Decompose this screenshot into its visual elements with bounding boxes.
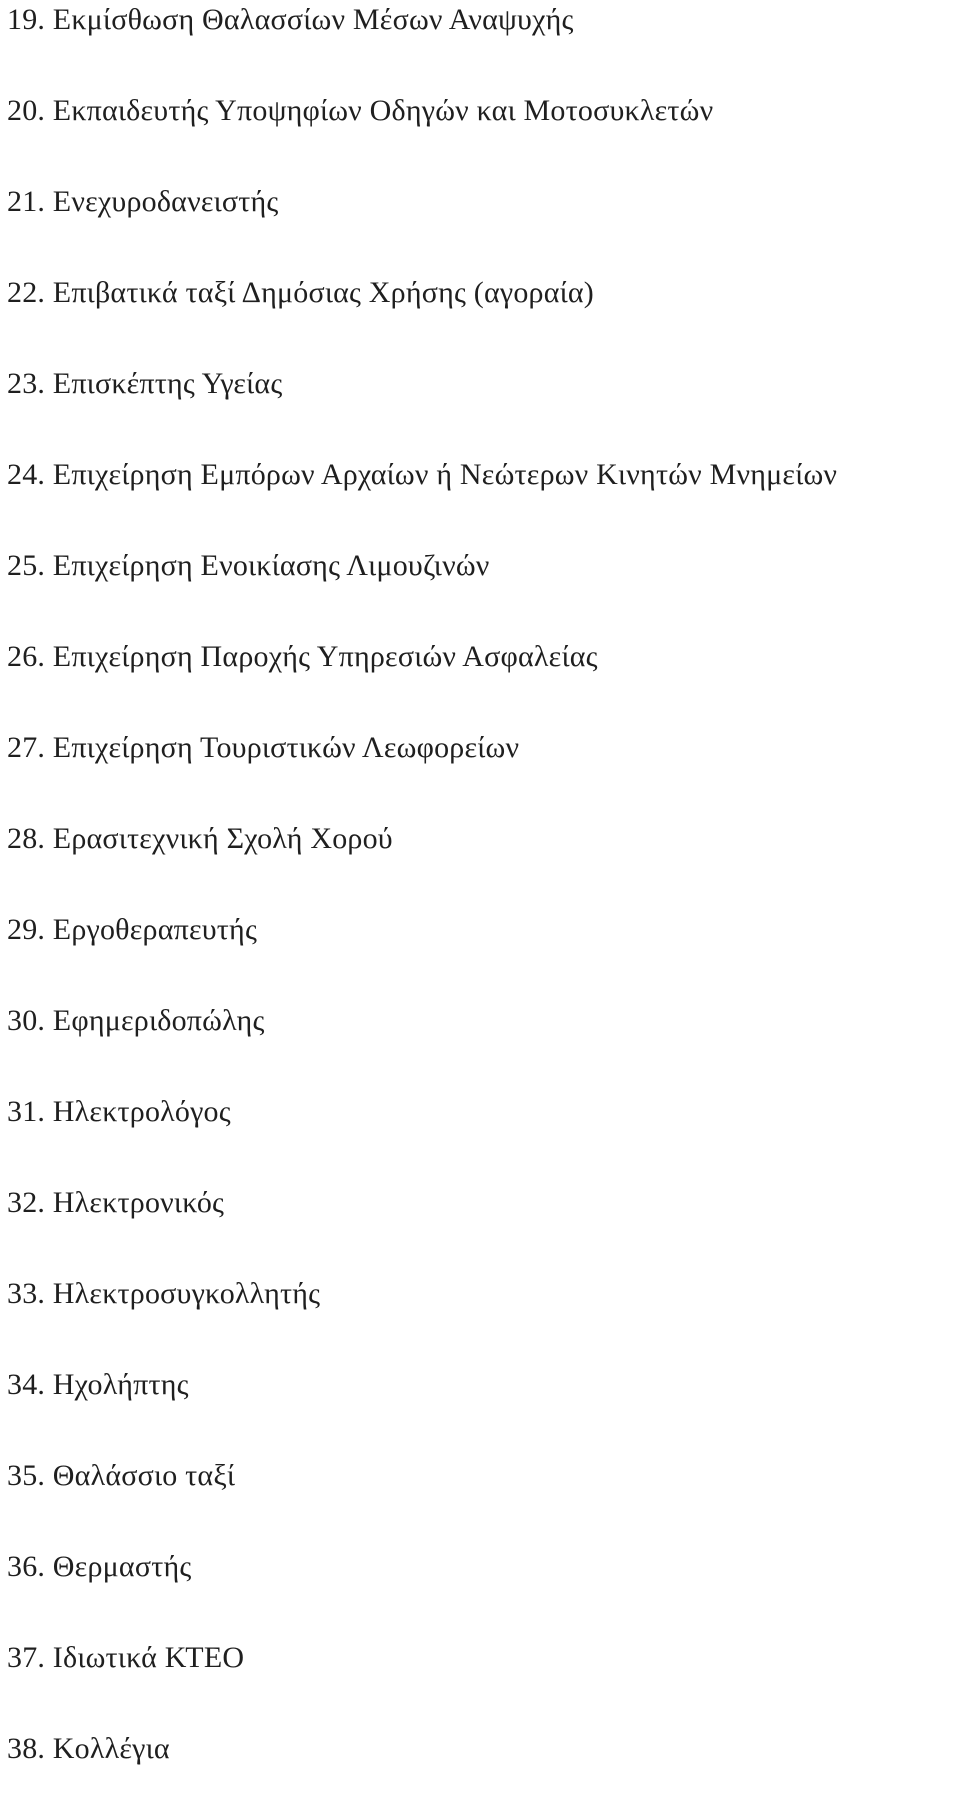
list-item: 36. Θερμαστής: [7, 1550, 192, 1583]
list-item: 35. Θαλάσσιο ταξί: [7, 1459, 236, 1492]
list-item: 19. Εκμίσθωση Θαλασσίων Μέσων Αναψυχής: [7, 3, 574, 36]
list-item: 37. Ιδιωτικά ΚΤΕΟ: [7, 1641, 245, 1674]
list-item: 29. Εργοθεραπευτής: [7, 913, 258, 946]
list-item: 20. Εκπαιδευτής Υποψηφίων Οδηγών και Μοτοσυκλετών: [7, 94, 714, 127]
list-item: 38. Κολλέγια: [7, 1732, 170, 1765]
profession-list: [7, 0, 947, 1820]
list-item: 25. Επιχείρηση Ενοικίασης Λιμουζινών: [7, 549, 490, 582]
list-item: 27. Επιχείρηση Τουριστικών Λεωφορείων: [7, 731, 520, 764]
list-item: 21. Ενεχυροδανειστής: [7, 185, 279, 218]
list-item: 24. Επιχείρηση Εμπόρων Αρχαίων ή Νεώτερων Κινητών Μνημείων: [7, 458, 838, 491]
list-item: 31. Ηλεκτρολόγος: [7, 1095, 231, 1128]
list-item: 34. Ηχολήπτης: [7, 1368, 189, 1401]
list-item: 26. Επιχείρηση Παροχής Υπηρεσιών Ασφαλείας: [7, 640, 598, 673]
list-item: 28. Ερασιτεχνική Σχολή Χορού: [7, 822, 393, 855]
list-item: 30. Εφημεριδοπώλης: [7, 1004, 265, 1037]
list-item: 23. Επισκέπτης Υγείας: [7, 367, 283, 400]
list-item: 33. Ηλεκτροσυγκολλητής: [7, 1277, 321, 1310]
list-item: 32. Ηλεκτρονικός: [7, 1186, 225, 1219]
list-item: 22. Επιβατικά ταξί Δημόσιας Χρήσης (αγοραία): [7, 276, 594, 309]
